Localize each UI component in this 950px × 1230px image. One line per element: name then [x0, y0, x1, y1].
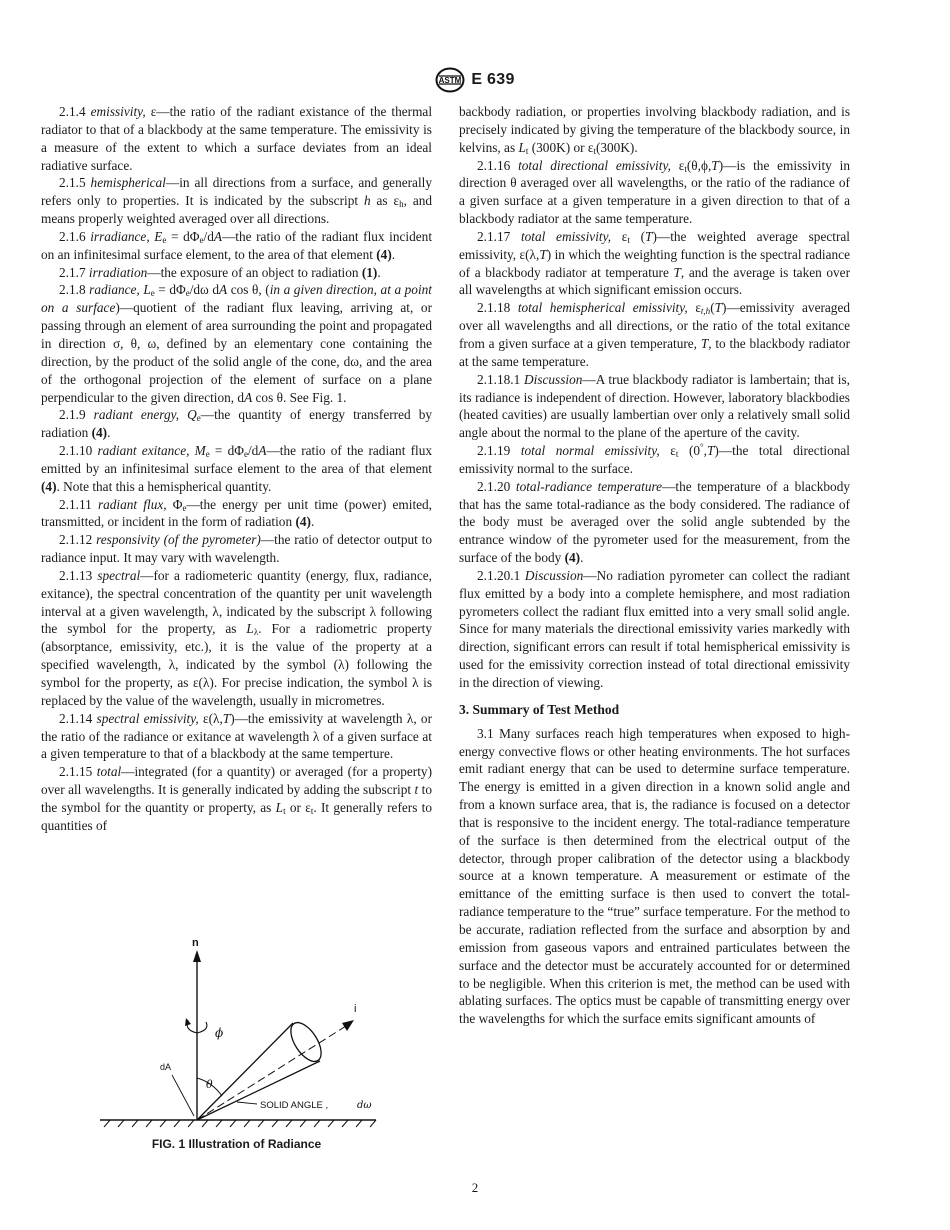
i-label: i	[354, 1003, 357, 1015]
definition-2-1-8: 2.1.8 radiance, $L_e = d\Phi_e/d\omega$ dA cos θ, (in a given direction, at a point on a surface)—quotient of the radiant flux leaving, arriving at, or passing through an element of area surrounding the point and propagated in direction σ, θ, ω, defined by an elementary cone containing the direction, by the product of the solid angle of the cone, dω, and the area of the orthogonal projection of the element of surface on a plane perpendicular to the given direction, dA cos θ. See Fig. 1.	[41, 282, 432, 405]
definition-2-1-9: 2.1.9 radiant energy, $Q_e—the$ quantity of energy transferred by radiation (4).	[41, 407, 432, 441]
dA-leader	[172, 1075, 194, 1116]
page-header	[0, 66, 950, 94]
definition-2-1-16: 2.1.16 total directional emissivity, $\varepsilon_t(\theta,\phi,T)—is$ the emissivity in direction θ averaged over all wavelengths, or the ratio of the radiance of a given surface at a given temperature in a given direction to that of a blackbody radiator at the same temperature.	[459, 157, 850, 227]
page-number: 2	[471, 1180, 479, 1195]
definition-2-1-5: 2.1.5 hemispherical—in all directions from a surface, and generally refers only to properties. It is indicated by the subscript h as $\varepsilon_h$, and means properly weighted averaged over all directions.	[41, 175, 433, 227]
astm-logo-icon	[435, 67, 465, 93]
document-id: E 639	[471, 71, 515, 88]
theta-label: θ	[206, 1078, 213, 1091]
discussion-2-1-18-1: 2.1.18.1 Discussion—A true blackbody radiator is lambertain; that is, its radiance is independent of direction. However, laboratory blackbodies (heated cavities) are usually lambertian over only a relatively small solid angle about the normal to the plane of the aperture of the cavity.	[459, 371, 850, 441]
definition-2-1-13: 2.1.13 spectral—for a radiometeric quantity (energy, flux, radiance, exitance), the spectral concentration of the quantity per unit wavelength interval at a given wavelength, λ, indicated by the subscript λ following the symbol for the property, as $L_\lambda$. For a radiometric property (absorptance, emissivity, etc.), it is the value of the property at a specified wavelength, λ, indicated by the symbol (λ) following the symbol for the property, as ε(λ). For precise indication, the symbol λ is replaced by the value of the wavelength, usually in micrometres.	[41, 567, 433, 708]
figure-1-radiance	[92, 938, 392, 1138]
paragraph-3-1: 3.1 Many surfaces reach high temperatures when exposed to high-energy convective flows or other heating environments. The hot surfaces emit radiant energy that can be used to determine surface temperature. The energy is emitted in a given direction in a known solid angle and from a known surface area, that is, the radiance is focused on a detector that is responsive to the incident energy. The total-radiance temperature of the surface is then determined from the electrical output of the detector, through proper calibration of the detector using a blackbody source at a known temperature. A measurement or estimate of the emittance of the emitting surface is then used to convert the total-radiance temperature to the “true” surface temperature. For the method to be accurate, radiation reflected from the surface and absorption by and emission from gaseous vapors and entrained particulates between the surface and the detector must be accurately accounted for or determined to be negligible. When this criterion is met, the method can be used with ablating surfaces. The optics must be capable of transmitting energy over the wavelengths for which the surface emits significant amounts of	[459, 725, 850, 1027]
definition-2-1-11: 2.1.11 radiant flux, $\Phi_e—the$ energy per unit time (power) emited, transmitted, or incident in the form of radiation (4).	[41, 496, 433, 530]
definition-2-1-17: 2.1.17 total emissivity, $\varepsilon_t$ (T)—the weighted average spectral emissivity, ε(λ,T) in which the weighting function is the spectral radiance of a blackbody radiator at temperature T, and the average is taken over all wavelengths at which significant emission occurs.	[459, 228, 851, 298]
left-column	[41, 103, 432, 835]
radiance-diagram	[92, 938, 392, 1138]
d-omega-label: dω	[357, 1100, 372, 1111]
section-3-heading: 3. Summary of Test Method	[459, 701, 620, 717]
definition-2-1-15: 2.1.15 total—integrated (for a quantity) or averaged (for a property) over all wavelengths. It is generally indicated by adding the subscript t to the symbol for the quantity or property, as $L_t$ or $\varepsilon_t$. It generally refers to quantities of	[41, 764, 433, 833]
continued-paragraph: backbody radiation, or properties involving blackbody radiation, and is precisely indicated by giving the temperature of the blackbody source, in kelvins, as $L_t$ (300K) or $\varepsilon_t(300K)$.	[459, 104, 850, 156]
definition-2-1-4: 2.1.4 emissivity, ε—the ratio of the radiant existance of the thermal radiator to that of a blackbody at the same temperature. The emissivity is a measure of the extent to which a surface deviates from an ideal radiative surface.	[41, 104, 433, 173]
definition-2-1-19: 2.1.19 total normal emissivity, $\varepsilon_t$ (0°,T)—the total directional emissivity normal to the surface.	[459, 442, 850, 476]
definition-2-1-10: 2.1.10 radiant exitance, $M_e$ = $d\Phi_e/dA—the$ ratio of the radiant flux emitted by an infinitesimal surface element to the area of that element (4). Note that this a hemispherical quantity.	[41, 443, 433, 494]
definition-2-1-7: 2.1.7 irradiation—the exposure of an object to radiation (1).	[59, 264, 381, 280]
cone-lower-edge	[197, 1061, 320, 1120]
normal-arrowhead	[193, 950, 201, 962]
definition-2-1-20: 2.1.20 total-radiance temperature—the temperature of a blackbody that has the same total-radiance as the body considered. The radiance of the body must be averaged over the solid angle subtended by the entrance window of the pyrometer used for the measurement, from the surface of the body (4).	[459, 478, 850, 566]
definition-2-1-6: 2.1.6 irradiance, $E_e$ = $d\Phi_e/dA—the$ ratio of the radiant flux incident on an infinitesimal surface element, to the area of that element (4).	[41, 228, 433, 262]
solid-angle-label: SOLID ANGLE ,	[260, 1100, 329, 1111]
phi-label: ϕ	[215, 1026, 224, 1040]
direction-arrowhead	[342, 1020, 354, 1031]
phi-arrowhead	[185, 1018, 191, 1026]
right-column	[459, 103, 850, 1028]
dA-label: dA	[160, 1062, 172, 1072]
n-hat-label: n̂	[192, 938, 199, 949]
definition-2-1-18: 2.1.18 total hemispherical emissivity, $\varepsilon_{t,h}(T)—emissivity$ averaged over all wavelengths and all directions, or the ratio of the total exitance from a given surface at a given temperature, T, to the blackbody radiator at the same temperature.	[459, 300, 850, 369]
definition-2-1-14: 2.1.14 spectral emissivity, ε(λ,T)—the emissivity at wavelength λ, or the ratio of the radiance or exitance at wavelength λ of a given surface at a given temperature to that of a blackbody at the same temperture.	[41, 710, 433, 762]
astm-logo-text: ASTM	[439, 76, 462, 85]
solid-angle-leader	[237, 1102, 257, 1104]
discussion-2-1-20-1: 2.1.20.1 Discussion—No radiation pyrometer can collect the radiant flux emitted by a body into a complete hemisphere, and most radiation pyrometers collect the radiant flux emitted into a very small solid angle. Since for many materials the directional emissivity varies markedly with direction, significant errors can result if total hemispherical emissivity is used for the emissivity correction instead of total directional emissivity in the direction of viewing.	[459, 567, 850, 690]
surface-hatching	[104, 1120, 376, 1127]
figure-caption: FIG. 1 Illustration of Radiance	[151, 1137, 322, 1151]
definition-2-1-12: 2.1.12 responsivity (of the pyrometer)—the ratio of detector output to radiance input. It may vary with wavelength.	[41, 532, 432, 566]
